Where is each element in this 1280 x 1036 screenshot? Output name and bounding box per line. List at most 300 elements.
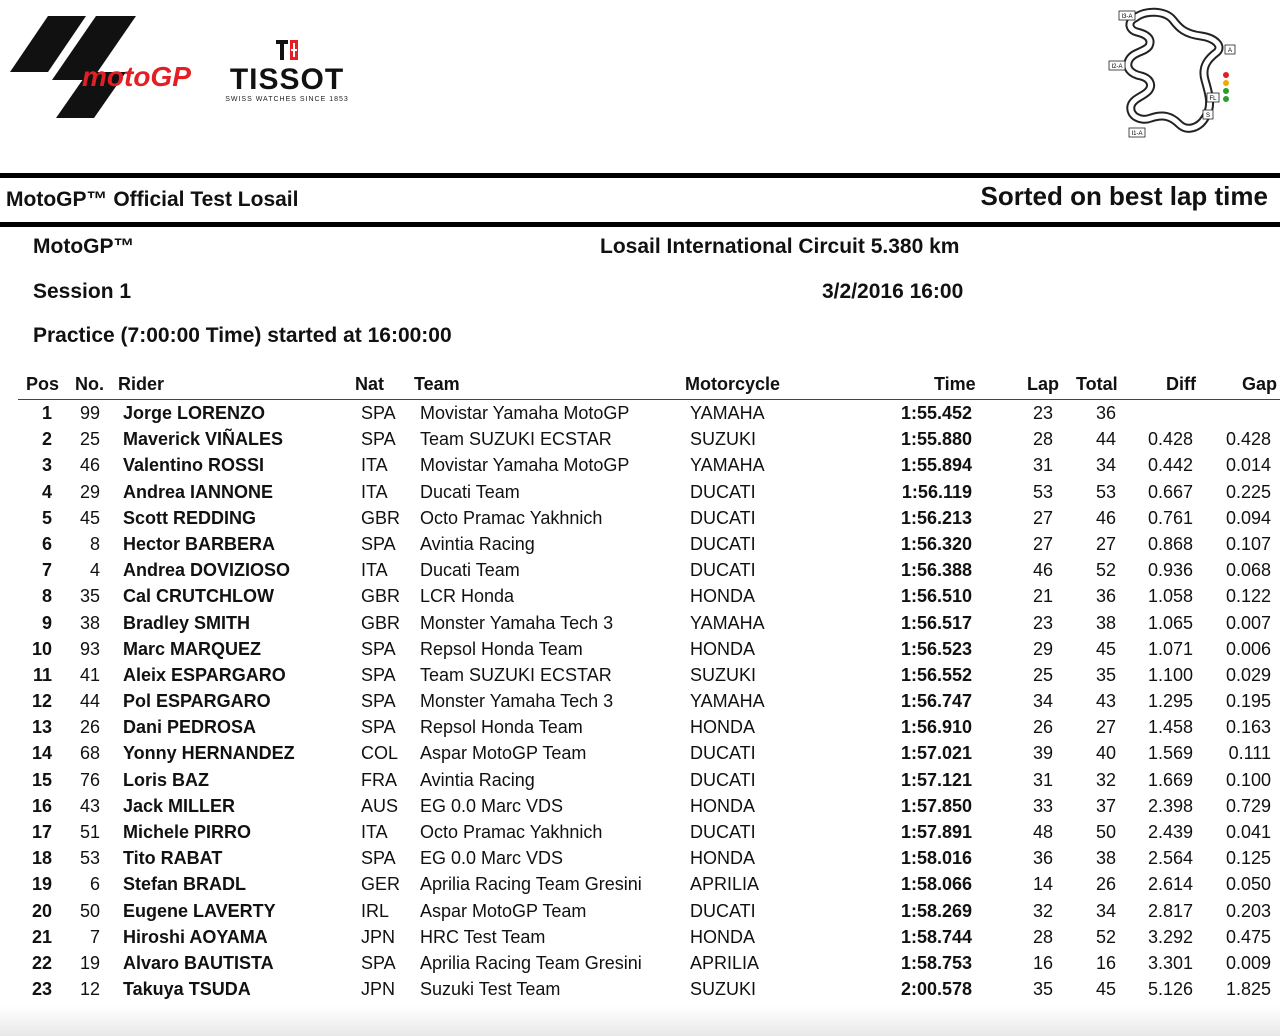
cell-rider: Eugene LAVERTY bbox=[123, 900, 276, 921]
cell-team: LCR Honda bbox=[420, 586, 515, 607]
cell-motorcycle: DUCATI bbox=[690, 481, 756, 502]
col-motorcycle: Motorcycle bbox=[685, 374, 781, 394]
cell-pos: 10 bbox=[31, 638, 52, 659]
cell-total: 32 bbox=[1095, 769, 1116, 790]
cell-team: Aspar MotoGP Team bbox=[420, 900, 587, 921]
cell-nat: GER bbox=[361, 874, 401, 895]
svg-text:I1-A: I1-A bbox=[1131, 131, 1143, 137]
table-row bbox=[0, 714, 1280, 740]
cell-pos: 5 bbox=[41, 507, 52, 528]
cell-time: 1:58.744 bbox=[900, 926, 972, 947]
cell-no: 41 bbox=[79, 664, 100, 685]
cell-lap: 27 bbox=[1032, 507, 1053, 528]
cell-team: Aprilia Racing Team Gresini bbox=[420, 874, 642, 895]
cell-gap: 0.041 bbox=[1225, 822, 1271, 842]
cell-lap: 31 bbox=[1032, 769, 1053, 790]
cell-time: 1:56.510 bbox=[900, 586, 972, 607]
cell-pos: 1 bbox=[41, 403, 52, 423]
cell-total: 45 bbox=[1095, 638, 1116, 659]
cell-team: Suzuki Test Team bbox=[420, 979, 561, 1000]
cell-nat: COL bbox=[361, 743, 399, 764]
cell-gap: 0.068 bbox=[1225, 560, 1271, 581]
cell-lap: 33 bbox=[1032, 795, 1053, 816]
cell-lap: 48 bbox=[1032, 822, 1053, 842]
cell-rider: Andrea DOVIZIOSO bbox=[123, 560, 291, 581]
cell-motorcycle: SUZUKI bbox=[690, 429, 757, 450]
cell-motorcycle: APRILIA bbox=[690, 952, 760, 973]
cell-time: 1:56.320 bbox=[900, 533, 972, 554]
cell-rider: Takuya TSUDA bbox=[123, 979, 251, 1000]
cell-lap: 29 bbox=[1032, 638, 1053, 659]
cell-lap: 39 bbox=[1032, 743, 1053, 764]
cell-diff: 2.398 bbox=[1147, 795, 1193, 816]
cell-diff: 1.458 bbox=[1147, 717, 1193, 738]
tissot-tagline: SWISS WATCHES SINCE 1853 bbox=[225, 96, 349, 103]
cell-diff: 0.428 bbox=[1147, 429, 1193, 450]
table-row bbox=[0, 924, 1280, 950]
cell-motorcycle: DUCATI bbox=[690, 507, 756, 528]
cell-diff: 1.071 bbox=[1147, 638, 1193, 659]
cell-gap: 0.225 bbox=[1225, 481, 1271, 502]
cell-total: 36 bbox=[1095, 586, 1116, 607]
cell-time: 1:58.066 bbox=[900, 874, 972, 895]
cell-gap: 0.203 bbox=[1225, 900, 1271, 921]
cell-total: 37 bbox=[1095, 795, 1116, 816]
table-row bbox=[0, 767, 1280, 793]
header-divider-top bbox=[0, 173, 1280, 178]
col-diff: Diff bbox=[1166, 374, 1196, 394]
cell-total: 34 bbox=[1095, 900, 1116, 921]
cell-time: 1:56.213 bbox=[900, 507, 972, 528]
cell-motorcycle: SUZUKI bbox=[690, 664, 757, 685]
cell-no: 38 bbox=[79, 612, 100, 633]
cell-pos: 16 bbox=[31, 795, 52, 816]
cell-nat: JPN bbox=[361, 979, 396, 1000]
cell-rider: Cal CRUTCHLOW bbox=[123, 586, 274, 607]
table-row bbox=[0, 976, 1280, 1002]
cell-team: Octo Pramac Yakhnich bbox=[420, 822, 603, 842]
results-table bbox=[0, 400, 1280, 1002]
cell-pos: 20 bbox=[31, 900, 52, 921]
table-row bbox=[0, 583, 1280, 609]
cell-rider: Valentino ROSSI bbox=[123, 455, 265, 476]
table-row bbox=[0, 557, 1280, 583]
cell-total: 44 bbox=[1095, 429, 1116, 450]
cell-team: Ducati Team bbox=[420, 560, 520, 581]
cell-total: 38 bbox=[1095, 848, 1116, 869]
cell-pos: 8 bbox=[41, 586, 52, 607]
cell-time: 1:56.747 bbox=[900, 691, 972, 712]
cell-team: HRC Test Team bbox=[420, 926, 546, 947]
cell-pos: 3 bbox=[41, 455, 52, 476]
cell-no: 7 bbox=[89, 926, 100, 947]
cell-rider: Bradley SMITH bbox=[123, 612, 251, 633]
cell-nat: SPA bbox=[361, 403, 396, 423]
cell-pos: 4 bbox=[41, 481, 52, 502]
cell-lap: 25 bbox=[1032, 664, 1053, 685]
cell-total: 40 bbox=[1095, 743, 1116, 764]
cell-team: Repsol Honda Team bbox=[420, 717, 583, 738]
cell-rider: Hiroshi AOYAMA bbox=[123, 926, 268, 947]
cell-pos: 22 bbox=[31, 952, 52, 973]
svg-text:FL: FL bbox=[1209, 96, 1217, 102]
cell-total: 45 bbox=[1095, 979, 1116, 1000]
session-datetime: 3/2/2016 16:00 bbox=[822, 280, 964, 303]
cell-lap: 32 bbox=[1032, 900, 1053, 921]
cell-pos: 15 bbox=[31, 769, 52, 790]
cell-diff: 0.761 bbox=[1147, 507, 1193, 528]
cell-time: 1:57.850 bbox=[900, 795, 972, 816]
cell-lap: 23 bbox=[1032, 612, 1053, 633]
cell-total: 52 bbox=[1095, 560, 1116, 581]
cell-team: EG 0.0 Marc VDS bbox=[420, 848, 564, 869]
cell-lap: 28 bbox=[1032, 926, 1053, 947]
svg-text:motoGP: motoGP bbox=[82, 61, 191, 92]
cell-lap: 53 bbox=[1032, 481, 1053, 502]
cell-no: 93 bbox=[79, 638, 100, 659]
cell-motorcycle: DUCATI bbox=[690, 769, 756, 790]
cell-nat: SPA bbox=[361, 638, 396, 659]
tissot-cross-icon bbox=[276, 40, 298, 60]
table-row bbox=[0, 793, 1280, 819]
cell-pos: 13 bbox=[31, 717, 52, 738]
cell-motorcycle: HONDA bbox=[690, 638, 756, 659]
cell-no: 53 bbox=[79, 848, 100, 869]
cell-lap: 34 bbox=[1032, 691, 1053, 712]
cell-pos: 12 bbox=[31, 691, 52, 712]
cell-time: 1:56.517 bbox=[900, 612, 972, 633]
cell-pos: 23 bbox=[31, 979, 52, 1000]
cell-no: 68 bbox=[79, 743, 100, 764]
track-map bbox=[1105, 6, 1245, 141]
cell-total: 27 bbox=[1095, 717, 1116, 738]
cell-no: 76 bbox=[79, 769, 100, 790]
cell-no: 26 bbox=[79, 717, 100, 738]
cell-no: 12 bbox=[79, 979, 100, 1000]
cell-nat: ITA bbox=[361, 455, 388, 476]
cell-rider: Pol ESPARGARO bbox=[123, 691, 271, 712]
cell-motorcycle: YAMAHA bbox=[690, 403, 765, 423]
cell-pos: 2 bbox=[41, 429, 52, 450]
cell-pos: 17 bbox=[31, 822, 52, 842]
cell-time: 1:58.269 bbox=[900, 900, 972, 921]
cell-team: Aprilia Racing Team Gresini bbox=[420, 952, 642, 973]
cell-time: 1:57.891 bbox=[900, 822, 972, 842]
cell-gap: 0.163 bbox=[1225, 717, 1271, 738]
cell-no: 29 bbox=[79, 481, 100, 502]
cell-diff: 2.564 bbox=[1147, 848, 1193, 869]
cell-total: 43 bbox=[1095, 691, 1116, 712]
cell-total: 27 bbox=[1095, 533, 1116, 554]
cell-motorcycle: DUCATI bbox=[690, 533, 756, 554]
cell-lap: 16 bbox=[1032, 952, 1053, 973]
cell-motorcycle: APRILIA bbox=[690, 874, 760, 895]
cell-lap: 46 bbox=[1032, 560, 1053, 581]
cell-rider: Loris BAZ bbox=[123, 769, 210, 790]
cell-pos: 18 bbox=[31, 848, 52, 869]
cell-diff: 3.301 bbox=[1147, 952, 1193, 973]
cell-team: Ducati Team bbox=[420, 481, 520, 502]
cell-nat: SPA bbox=[361, 533, 396, 554]
cell-nat: JPN bbox=[361, 926, 396, 947]
cell-diff: 1.100 bbox=[1147, 664, 1193, 685]
cell-lap: 21 bbox=[1032, 586, 1053, 607]
table-row bbox=[0, 688, 1280, 714]
cell-motorcycle: DUCATI bbox=[690, 900, 756, 921]
cell-diff: 3.292 bbox=[1147, 926, 1193, 947]
cell-team: Monster Yamaha Tech 3 bbox=[420, 612, 614, 633]
cell-gap: 0.111 bbox=[1228, 743, 1271, 764]
cell-diff: 2.614 bbox=[1147, 874, 1193, 895]
cell-pos: 7 bbox=[41, 560, 52, 581]
cell-total: 26 bbox=[1095, 874, 1116, 895]
cell-rider: Michele PIRRO bbox=[123, 822, 252, 842]
cell-rider: Andrea IANNONE bbox=[123, 481, 274, 502]
cell-rider: Aleix ESPARGARO bbox=[123, 664, 286, 685]
cell-motorcycle: DUCATI bbox=[690, 560, 756, 581]
cell-motorcycle: HONDA bbox=[690, 586, 756, 607]
cell-nat: SPA bbox=[361, 717, 396, 738]
table-row bbox=[0, 426, 1280, 452]
cell-lap: 27 bbox=[1032, 533, 1053, 554]
cell-nat: GBR bbox=[361, 586, 401, 607]
cell-total: 36 bbox=[1095, 403, 1116, 423]
cell-motorcycle: YAMAHA bbox=[690, 612, 765, 633]
cell-diff: 0.868 bbox=[1147, 533, 1193, 554]
sort-note: Sorted on best lap time bbox=[980, 181, 1268, 211]
svg-text:S: S bbox=[1205, 113, 1211, 119]
cell-nat: ITA bbox=[361, 481, 388, 502]
cell-team: Monster Yamaha Tech 3 bbox=[420, 691, 614, 712]
cell-time: 1:55.880 bbox=[900, 429, 972, 450]
table-row bbox=[0, 531, 1280, 557]
cell-gap: 0.107 bbox=[1225, 533, 1271, 554]
cell-gap: 0.029 bbox=[1225, 664, 1271, 685]
table-row bbox=[0, 636, 1280, 662]
cell-diff: 5.126 bbox=[1147, 979, 1193, 1000]
cell-nat: ITA bbox=[361, 560, 388, 581]
cell-diff: 1.058 bbox=[1147, 586, 1193, 607]
table-row bbox=[0, 950, 1280, 976]
cell-lap: 36 bbox=[1032, 848, 1053, 869]
circuit-label: Losail International Circuit 5.380 km bbox=[600, 235, 960, 258]
cell-rider: Scott REDDING bbox=[123, 507, 257, 528]
cell-total: 38 bbox=[1095, 612, 1116, 633]
table-header bbox=[0, 374, 1280, 398]
table-row bbox=[0, 740, 1280, 766]
table-row bbox=[0, 610, 1280, 636]
col-time: Time bbox=[934, 374, 976, 394]
svg-text:A: A bbox=[1227, 48, 1233, 54]
header-divider-bottom bbox=[0, 222, 1280, 227]
cell-nat: IRL bbox=[361, 900, 390, 921]
cell-team: Movistar Yamaha MotoGP bbox=[420, 403, 630, 423]
cell-nat: SPA bbox=[361, 952, 396, 973]
cell-motorcycle: HONDA bbox=[690, 795, 756, 816]
cell-total: 46 bbox=[1095, 507, 1116, 528]
table-row bbox=[0, 819, 1280, 845]
cell-diff: 2.817 bbox=[1147, 900, 1193, 921]
table-row bbox=[0, 845, 1280, 871]
cell-gap: 0.014 bbox=[1225, 455, 1271, 476]
cell-time: 1:58.753 bbox=[900, 952, 972, 973]
cell-lap: 35 bbox=[1032, 979, 1053, 1000]
cell-rider: Jorge LORENZO bbox=[123, 403, 266, 423]
cell-team: EG 0.0 Marc VDS bbox=[420, 795, 564, 816]
session-label: Session 1 bbox=[33, 280, 132, 303]
cell-motorcycle: SUZUKI bbox=[690, 979, 757, 1000]
col-nat: Nat bbox=[355, 374, 385, 394]
cell-gap: 0.475 bbox=[1225, 926, 1271, 947]
cell-motorcycle: DUCATI bbox=[690, 822, 756, 842]
cell-total: 34 bbox=[1095, 455, 1116, 476]
table-row bbox=[0, 479, 1280, 505]
cell-lap: 23 bbox=[1032, 403, 1053, 423]
cell-diff: 1.065 bbox=[1147, 612, 1193, 633]
cell-time: 1:56.910 bbox=[900, 717, 972, 738]
cell-diff: 1.295 bbox=[1147, 691, 1193, 712]
cell-diff: 0.442 bbox=[1147, 455, 1193, 476]
table-row bbox=[0, 400, 1280, 426]
cell-pos: 9 bbox=[41, 612, 52, 633]
cell-rider: Marc MARQUEZ bbox=[123, 638, 262, 659]
cell-motorcycle: HONDA bbox=[690, 717, 756, 738]
cell-gap: 0.100 bbox=[1225, 769, 1271, 790]
col-no: No. bbox=[75, 374, 104, 394]
cell-gap: 0.195 bbox=[1225, 691, 1271, 712]
cell-team: Octo Pramac Yakhnich bbox=[420, 507, 603, 528]
page-bottom-shade bbox=[0, 1006, 1280, 1036]
document-title: MotoGP™ Official Test Losail bbox=[6, 188, 299, 211]
cell-total: 16 bbox=[1095, 952, 1116, 973]
cell-pos: 21 bbox=[31, 926, 52, 947]
cell-no: 51 bbox=[79, 822, 100, 842]
cell-team: Team SUZUKI ECSTAR bbox=[420, 429, 612, 450]
cell-no: 35 bbox=[79, 586, 100, 607]
col-lap: Lap bbox=[1027, 374, 1060, 394]
cell-no: 8 bbox=[89, 533, 100, 554]
cell-time: 1:56.552 bbox=[900, 664, 972, 685]
cell-gap: 0.050 bbox=[1225, 874, 1271, 895]
col-team: Team bbox=[414, 374, 460, 394]
table-row bbox=[0, 871, 1280, 897]
table-row bbox=[0, 505, 1280, 531]
cell-total: 52 bbox=[1095, 926, 1116, 947]
cell-time: 1:56.523 bbox=[900, 638, 972, 659]
cell-diff: 1.569 bbox=[1147, 743, 1193, 764]
cell-rider: Jack MILLER bbox=[123, 795, 236, 816]
cell-pos: 19 bbox=[31, 874, 52, 895]
cell-diff: 0.667 bbox=[1147, 481, 1193, 502]
cell-motorcycle: YAMAHA bbox=[690, 455, 765, 476]
cell-time: 1:58.016 bbox=[900, 848, 972, 869]
cell-lap: 28 bbox=[1032, 429, 1053, 450]
cell-pos: 6 bbox=[41, 533, 52, 554]
svg-text:I2-A: I2-A bbox=[1111, 64, 1123, 70]
cell-rider: Stefan BRADL bbox=[123, 874, 247, 895]
cell-no: 46 bbox=[79, 455, 100, 476]
cell-gap: 0.094 bbox=[1225, 507, 1271, 528]
cell-gap: 0.729 bbox=[1225, 795, 1271, 816]
col-rider: Rider bbox=[118, 374, 165, 394]
cell-nat: SPA bbox=[361, 848, 396, 869]
cell-team: Aspar MotoGP Team bbox=[420, 743, 587, 764]
cell-time: 1:55.894 bbox=[900, 455, 972, 476]
cell-time: 1:57.121 bbox=[900, 769, 972, 790]
cell-nat: GBR bbox=[361, 507, 401, 528]
cell-gap: 0.125 bbox=[1225, 848, 1271, 869]
cell-nat: AUS bbox=[361, 795, 399, 816]
cell-total: 50 bbox=[1095, 822, 1116, 842]
cell-gap: 1.825 bbox=[1225, 979, 1271, 1000]
cell-team: Avintia Racing bbox=[420, 533, 535, 554]
cell-diff: 2.439 bbox=[1147, 822, 1193, 842]
cell-lap: 26 bbox=[1032, 717, 1053, 738]
cell-gap: 0.122 bbox=[1225, 586, 1271, 607]
cell-nat: GBR bbox=[361, 612, 401, 633]
col-pos: Pos bbox=[26, 374, 60, 394]
cell-time: 1:56.388 bbox=[900, 560, 972, 581]
cell-nat: SPA bbox=[361, 691, 396, 712]
cell-motorcycle: HONDA bbox=[690, 848, 756, 869]
cell-nat: SPA bbox=[361, 429, 396, 450]
cell-rider: Maverick VIÑALES bbox=[123, 429, 284, 450]
cell-no: 44 bbox=[79, 691, 100, 712]
motogp-logo bbox=[8, 10, 208, 120]
svg-text:I3-A: I3-A bbox=[1121, 14, 1133, 20]
cell-nat: ITA bbox=[361, 822, 388, 842]
cell-no: 19 bbox=[79, 952, 100, 973]
cell-no: 99 bbox=[79, 403, 100, 423]
cell-motorcycle: HONDA bbox=[690, 926, 756, 947]
cell-lap: 14 bbox=[1032, 874, 1053, 895]
cell-team: Avintia Racing bbox=[420, 769, 535, 790]
col-total: Total bbox=[1076, 374, 1118, 394]
practice-info: Practice (7:00:00 Time) started at 16:00:00 bbox=[33, 324, 452, 347]
cell-rider: Tito RABAT bbox=[123, 848, 223, 869]
cell-team: Repsol Honda Team bbox=[420, 638, 583, 659]
cell-no: 6 bbox=[89, 874, 100, 895]
cell-pos: 14 bbox=[31, 743, 52, 764]
tissot-wordmark: TISSOT bbox=[229, 63, 345, 96]
cell-nat: FRA bbox=[361, 769, 397, 790]
cell-gap: 0.009 bbox=[1225, 952, 1271, 973]
cell-total: 53 bbox=[1095, 481, 1116, 502]
cell-no: 25 bbox=[79, 429, 100, 450]
cell-team: Team SUZUKI ECSTAR bbox=[420, 664, 612, 685]
cell-no: 45 bbox=[79, 507, 100, 528]
table-row bbox=[0, 452, 1280, 478]
cell-motorcycle: DUCATI bbox=[690, 743, 756, 764]
cell-time: 2:00.578 bbox=[900, 979, 972, 1000]
cell-lap: 31 bbox=[1032, 455, 1053, 476]
cell-motorcycle: YAMAHA bbox=[690, 691, 765, 712]
cell-rider: Dani PEDROSA bbox=[123, 717, 257, 738]
cell-rider: Alvaro BAUTISTA bbox=[123, 952, 274, 973]
table-row bbox=[0, 662, 1280, 688]
cell-no: 4 bbox=[89, 560, 100, 581]
class-label: MotoGP™ bbox=[33, 235, 135, 258]
cell-nat: SPA bbox=[361, 664, 396, 685]
cell-total: 35 bbox=[1095, 664, 1116, 685]
col-gap: Gap bbox=[1242, 374, 1278, 394]
cell-team: Movistar Yamaha MotoGP bbox=[420, 455, 630, 476]
table-row bbox=[0, 898, 1280, 924]
cell-gap: 0.428 bbox=[1225, 429, 1271, 450]
cell-no: 43 bbox=[79, 795, 100, 816]
cell-time: 1:56.119 bbox=[901, 481, 972, 502]
cell-no: 50 bbox=[79, 900, 100, 921]
